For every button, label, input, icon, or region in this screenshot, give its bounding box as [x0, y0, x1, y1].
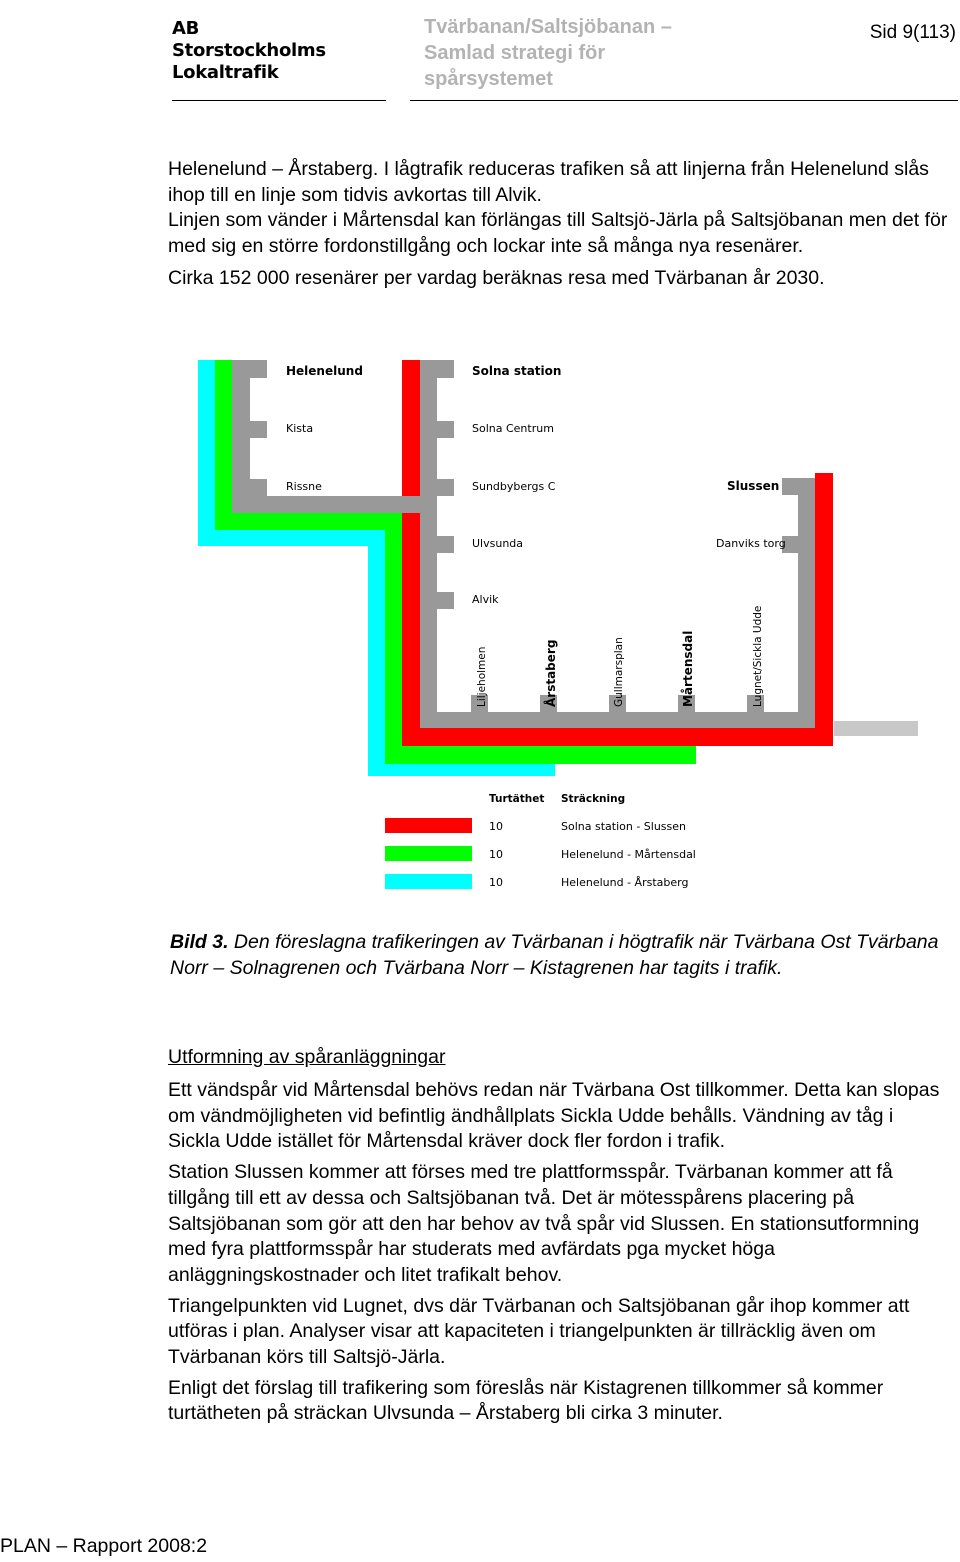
station-label: Alvik — [472, 593, 499, 606]
station-label: Lugnet/Sickla Udde — [752, 605, 764, 707]
title-line: spårsystemet — [424, 68, 553, 90]
station-label: Gullmarsplan — [613, 637, 625, 707]
station-label: Kista — [286, 422, 314, 435]
figure-caption — [170, 930, 950, 981]
station-label: Mårtensdal — [681, 630, 695, 707]
station-label: Sundbybergs C — [472, 480, 556, 493]
legend-route: Solna station - Slussen — [561, 820, 687, 833]
station-label: Solna Centrum — [472, 422, 554, 435]
station-label: Årstaberg — [544, 639, 558, 707]
legend-swatch-green — [385, 846, 472, 861]
legend-route: Helenelund - Årstaberg — [561, 876, 689, 889]
section-body — [168, 1078, 948, 1427]
section-paragraph: Ett vändspår vid Mårtensdal behövs redan när Tvärbana Ost tillkommer. Detta kan slopas om vändmöjligheten vid befintlig ändhållplats Sickla Udde behålls. Vändning av tåg i Sickla Udde istället för Mårtensdal kräver dock fler fordon i trafik. — [168, 1079, 940, 1153]
intro-paragraph: Linjen som vänder i Mårtensdal kan förlängas till Saltsjö-Järla på Saltsjöbanan men det för med sig en större fordonstillgång och lockar inte så många nya resenärer. — [168, 209, 948, 258]
station-stub — [437, 592, 454, 609]
legend-frequency: 10 — [489, 876, 503, 889]
saltsjobanan-track — [834, 721, 918, 736]
legend-header-frequency: Turtäthet — [489, 793, 545, 805]
station-label: Danviks torg — [716, 537, 786, 550]
title-line: Samlad strategi för — [424, 42, 606, 64]
intro-paragraph: Helenelund – Årstaberg. I lågtrafik reduceras trafiken så att linjerna från Helenelund slås ihop till en linje som tidvis avkortas till Alvik. — [168, 158, 929, 206]
section-paragraph: Enligt det förslag till trafikering som föreslås när Kistagrenen tillkommer så kommer turtätheten på sträckan Ulvsunda – Årstaberg bli cirka 3 minuter. — [168, 1376, 884, 1425]
org-line: Lokaltrafik — [172, 62, 279, 83]
legend-swatch-cyan — [385, 874, 472, 889]
station-stub — [437, 479, 454, 496]
station-label-slussen: Slussen — [727, 479, 780, 493]
intro-paragraph: Cirka 152 000 resenärer per vardag beräknas resa med Tvärbanan år 2030. — [168, 266, 825, 289]
legend-route: Helenelund - Mårtensdal — [561, 848, 696, 861]
org-line: Storstockholms — [172, 40, 326, 61]
caption-label: Bild 3. — [170, 931, 229, 953]
caption-text: Den föreslagna trafikeringen av Tvärbanan i högtrafik när Tvärbana Ost Tvärbana Norr – Solnagrenen och Tvärbana Norr – Kistagrenen har tagits i trafik. — [170, 931, 939, 979]
station-label: Ulvsunda — [472, 537, 524, 550]
title-line: Tvärbanan/Saltsjöbanan – — [424, 16, 672, 38]
page-number: Sid 9(113) — [869, 22, 956, 43]
station-label: Rissne — [286, 480, 322, 493]
section-paragraph: Triangelpunkten vid Lugnet, dvs där Tvärbanan och Saltsjöbanan går ihop kommer att utföras i plan. Analyser visar att kapaciteten i triangelpunkten är tillräcklig även om Tvärbanan körs till Saltsjö-Järla. — [168, 1294, 910, 1369]
station-label-helenelund: Helenelund — [286, 364, 363, 378]
station-stub — [250, 479, 267, 496]
legend-header-route: Sträckning — [561, 793, 626, 805]
section-heading: Utformning av spåranläggningar — [168, 1046, 446, 1068]
org-line: AB — [172, 18, 200, 39]
legend-frequency: 10 — [489, 848, 503, 861]
station-stub — [437, 536, 454, 553]
station-stub — [250, 421, 267, 438]
station-stub — [437, 421, 454, 438]
legend-swatch-red — [385, 818, 472, 833]
section-paragraph: Station Slussen kommer att förses med tre plattformsspår. Tvärbanan kommer att få tillgång till ett av dessa och Saltsjöbanan två. Det är mötesspårens placering på Saltsjöbanan som gör att den har behov av två spår vid Slussen. En stationsutformning med fyra plattformsspår har studerats med avfärdats pga mycket höga anläggningskostnader och litet trafikalt behov. — [168, 1161, 920, 1286]
report-footer: PLAN – Rapport 2008:2 — [0, 1535, 208, 1557]
station-label: Liljeholmen — [476, 646, 488, 707]
legend-frequency: 10 — [489, 820, 503, 833]
station-label-solna-station: Solna station — [472, 364, 562, 378]
map-legend — [385, 793, 696, 889]
